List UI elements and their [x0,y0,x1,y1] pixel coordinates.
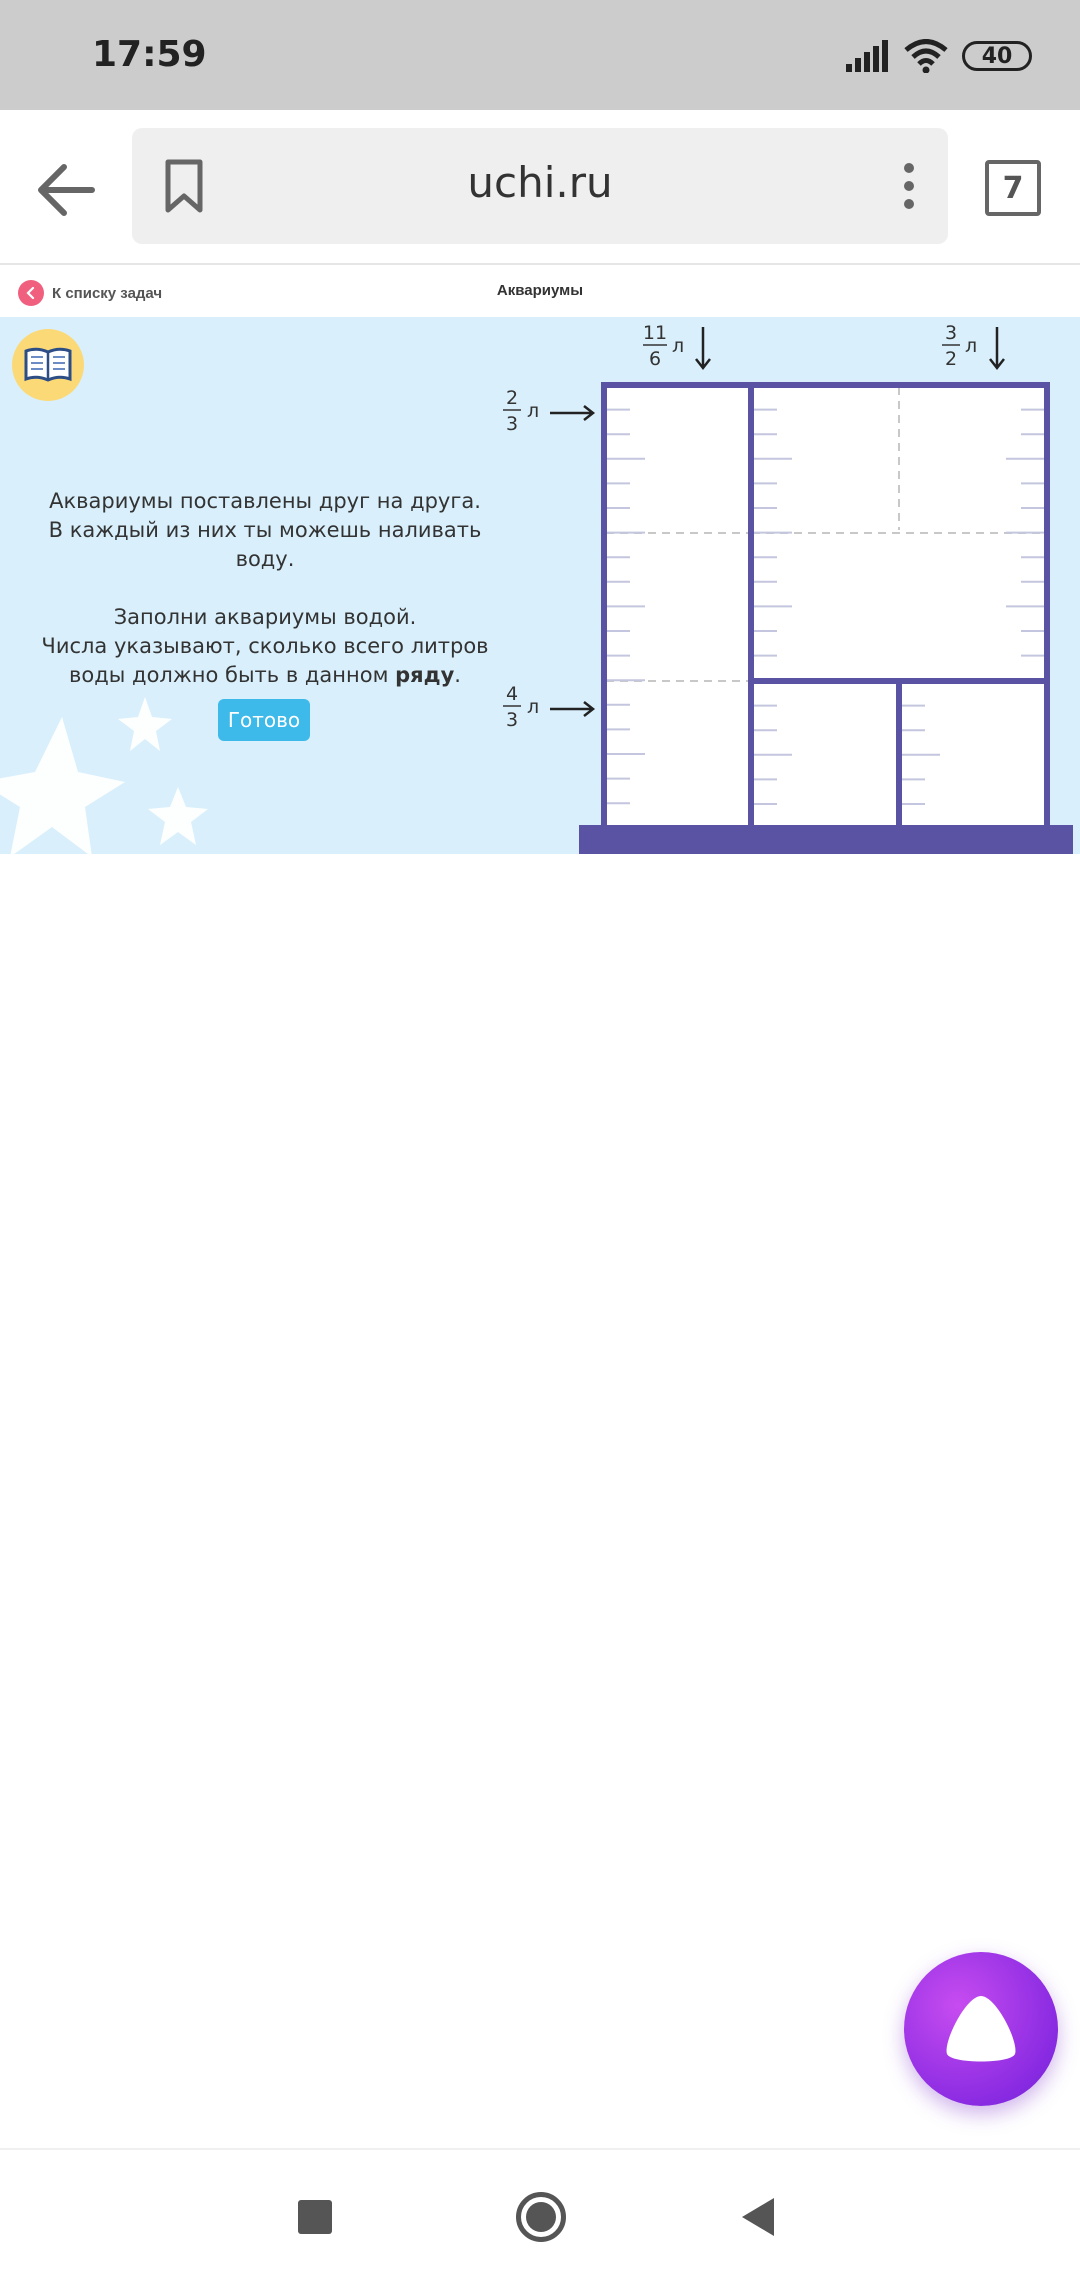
nav-back-icon[interactable] [742,2198,774,2236]
arrow-right-icon [550,406,593,420]
instruction-line: воды должно быть в данном ряду. [69,663,461,687]
aquarium-grid [0,317,1080,854]
row-label-1-denominator: 3 [505,413,519,435]
url-bar[interactable] [132,128,948,244]
browser-toolbar [0,110,1080,265]
tank-top-right[interactable] [754,388,1044,678]
column-label-2-denominator: 2 [944,348,958,370]
tank-bottom-right[interactable] [902,684,1044,827]
bold-word: ряду [395,663,455,687]
alice-icon [941,1992,1021,2066]
page-header [0,267,1080,317]
column-label-1-denominator: 6 [648,348,662,370]
wifi-icon [904,39,948,73]
arrow-down-icon [990,327,1004,368]
aquarium-base [579,825,1073,854]
done-button[interactable]: Готово [218,699,310,741]
alice-assistant-button[interactable] [904,1952,1058,2106]
tank-tall-left[interactable] [607,388,748,827]
row-label-1-numerator: 2 [505,387,519,409]
system-nav-bar [0,2148,1080,2280]
column-label-2 [942,322,1004,370]
status-icons [846,36,1032,76]
status-bar [0,0,1080,110]
task-area [0,317,1080,854]
tank-bottom-middle[interactable] [754,684,896,827]
row-label-1-unit: л [527,400,540,422]
row-label-2-unit: л [527,696,540,718]
back-link-label: К списку задач [52,284,163,302]
back-arrow-icon[interactable] [30,155,100,225]
arrow-right-icon [550,702,593,716]
more-vert-icon[interactable] [894,156,924,216]
status-time: 17:59 [92,34,207,75]
instruction-line: Числа указывают, сколько всего литров [41,634,489,658]
row-label-2-denominator: 3 [505,709,519,731]
column-label-2-unit: л [965,335,978,357]
recent-apps-icon[interactable] [298,2200,332,2234]
row-label-2-numerator: 4 [505,683,519,705]
instruction-line: В каждый из них ты можешь наливать воду. [48,518,482,571]
arrow-down-icon [696,327,710,368]
column-label-2-numerator: 3 [944,322,958,344]
page-title: Аквариумы [496,282,584,299]
column-label-1-numerator: 11 [642,322,668,344]
home-icon[interactable] [516,2192,566,2242]
row-label-1 [503,387,593,435]
row-label-2 [503,683,593,731]
battery-icon: 40 [962,41,1032,71]
instruction-line: Заполни аквариумы водой. [113,605,417,629]
url-text[interactable]: uchi.ru [467,158,613,207]
column-label-1 [643,322,710,370]
signal-icon [846,40,890,72]
column-label-1-unit: л [672,335,685,357]
instruction-line: Аквариумы поставлены друг на друга. [49,489,481,513]
tabs-count-button[interactable]: 7 [985,160,1041,216]
